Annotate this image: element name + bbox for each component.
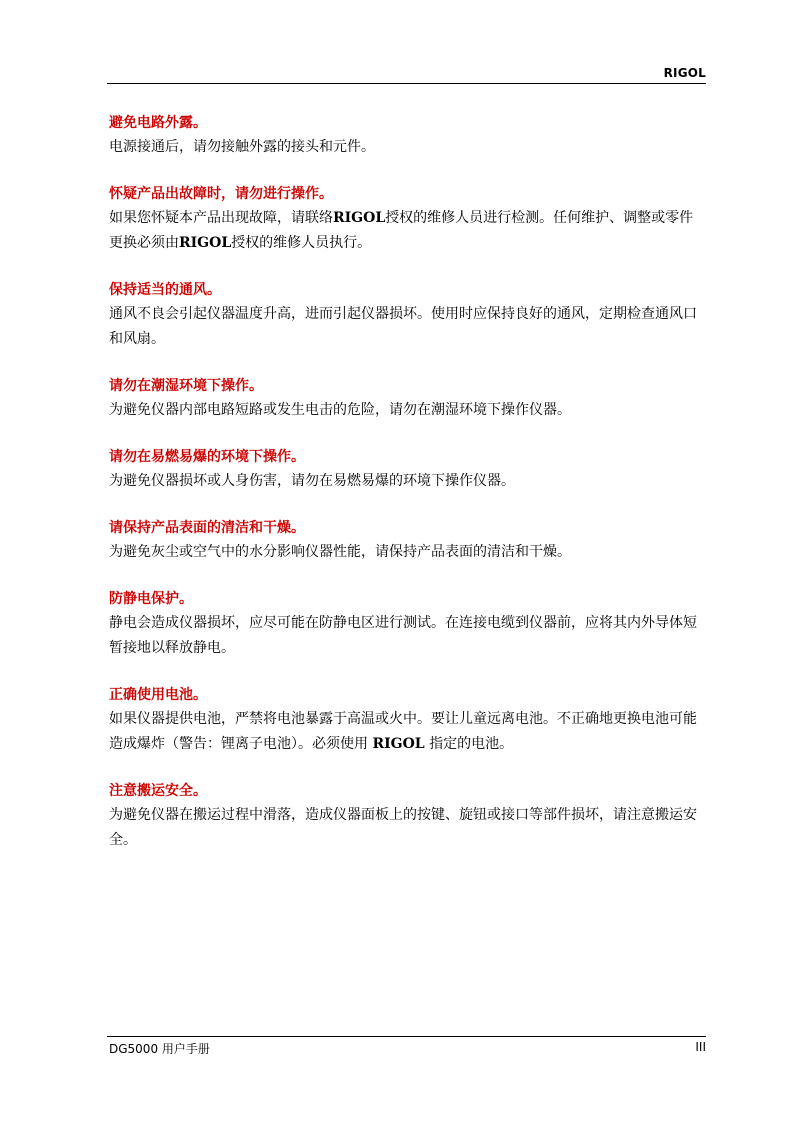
- section-body: [109, 707, 706, 757]
- brand-name-inline: RIGOL: [372, 736, 425, 752]
- section-title: 请勿在易燃易爆的环境下操作。: [109, 449, 305, 465]
- footer-page-number: III: [695, 1040, 706, 1054]
- body-text: 如果仪器提供电池，严禁将电池暴露于高温或火中。要让儿童远离电池。不正确地更换电池可能造成爆炸（警告：锂离子电池）。必须使用: [109, 711, 697, 752]
- footer-rule: [107, 1036, 706, 1037]
- section-body: [109, 135, 706, 160]
- safety-section: [109, 182, 706, 256]
- body-text: 为避免仪器内部电路短路或发生电击的危险，请勿在潮湿环境下操作仪器。: [109, 402, 571, 418]
- section-body: [109, 398, 706, 423]
- section-body: [109, 302, 706, 352]
- body-text: 如果您怀疑本产品出现故障，请联络: [109, 210, 333, 226]
- header-rule: [107, 83, 706, 84]
- body-text: 静电会造成仪器损坏，应尽可能在防静电区进行测试。在连接电缆到仪器前，应将其内外导体短暂接地以释放静电。: [109, 615, 697, 656]
- body-text: 通风不良会引起仪器温度升高，进而引起仪器损坏。使用时应保持良好的通风，定期检查通风口和风扇。: [109, 306, 697, 347]
- safety-section: [109, 111, 706, 160]
- safety-section: [109, 683, 706, 757]
- section-body: [109, 540, 706, 565]
- brand-name-inline: RIGOL: [179, 235, 232, 251]
- section-body: [109, 611, 706, 661]
- section-title: 防静电保护。: [109, 591, 193, 607]
- safety-section: [109, 278, 706, 352]
- safety-section: [109, 516, 706, 565]
- body-text: 为避免仪器损坏或人身伤害，请勿在易燃易爆的环境下操作仪器。: [109, 473, 515, 489]
- section-title: 避免电路外露。: [109, 115, 207, 131]
- footer-manual-title: DG5000 用户手册: [109, 1042, 210, 1056]
- body-text: 指定的电池。: [424, 736, 514, 752]
- section-title: 注意搬运安全。: [109, 783, 207, 799]
- section-body: [109, 206, 706, 256]
- brand-name-inline: RIGOL: [333, 210, 386, 226]
- body-text: 授权的维修人员执行。: [231, 235, 372, 251]
- header-brand: RIGOL: [663, 66, 706, 80]
- section-title: 保持适当的通风。: [109, 282, 221, 298]
- safety-section: [109, 587, 706, 661]
- safety-content: [109, 111, 706, 875]
- body-text: 为避免仪器在搬运过程中滑落，造成仪器面板上的按键、旋钮或接口等部件损坏，请注意搬运安全。: [109, 807, 697, 848]
- safety-section: [109, 445, 706, 494]
- section-body: [109, 803, 706, 853]
- section-title: 请勿在潮湿环境下操作。: [109, 378, 263, 394]
- section-body: [109, 469, 706, 494]
- section-title: 请保持产品表面的清洁和干燥。: [109, 520, 305, 536]
- safety-section: [109, 374, 706, 423]
- section-title: 怀疑产品出故障时，请勿进行操作。: [109, 186, 333, 202]
- safety-section: [109, 779, 706, 853]
- body-text: 授权的维修人员进行检测。任何维护、调整或零件更换必须由: [109, 210, 694, 251]
- body-text: 为避免灰尘或空气中的水分影响仪器性能，请保持产品表面的清洁和干燥。: [109, 544, 571, 560]
- body-text: 电源接通后，请勿接触外露的接头和元件。: [109, 139, 375, 155]
- section-title: 正确使用电池。: [109, 687, 207, 703]
